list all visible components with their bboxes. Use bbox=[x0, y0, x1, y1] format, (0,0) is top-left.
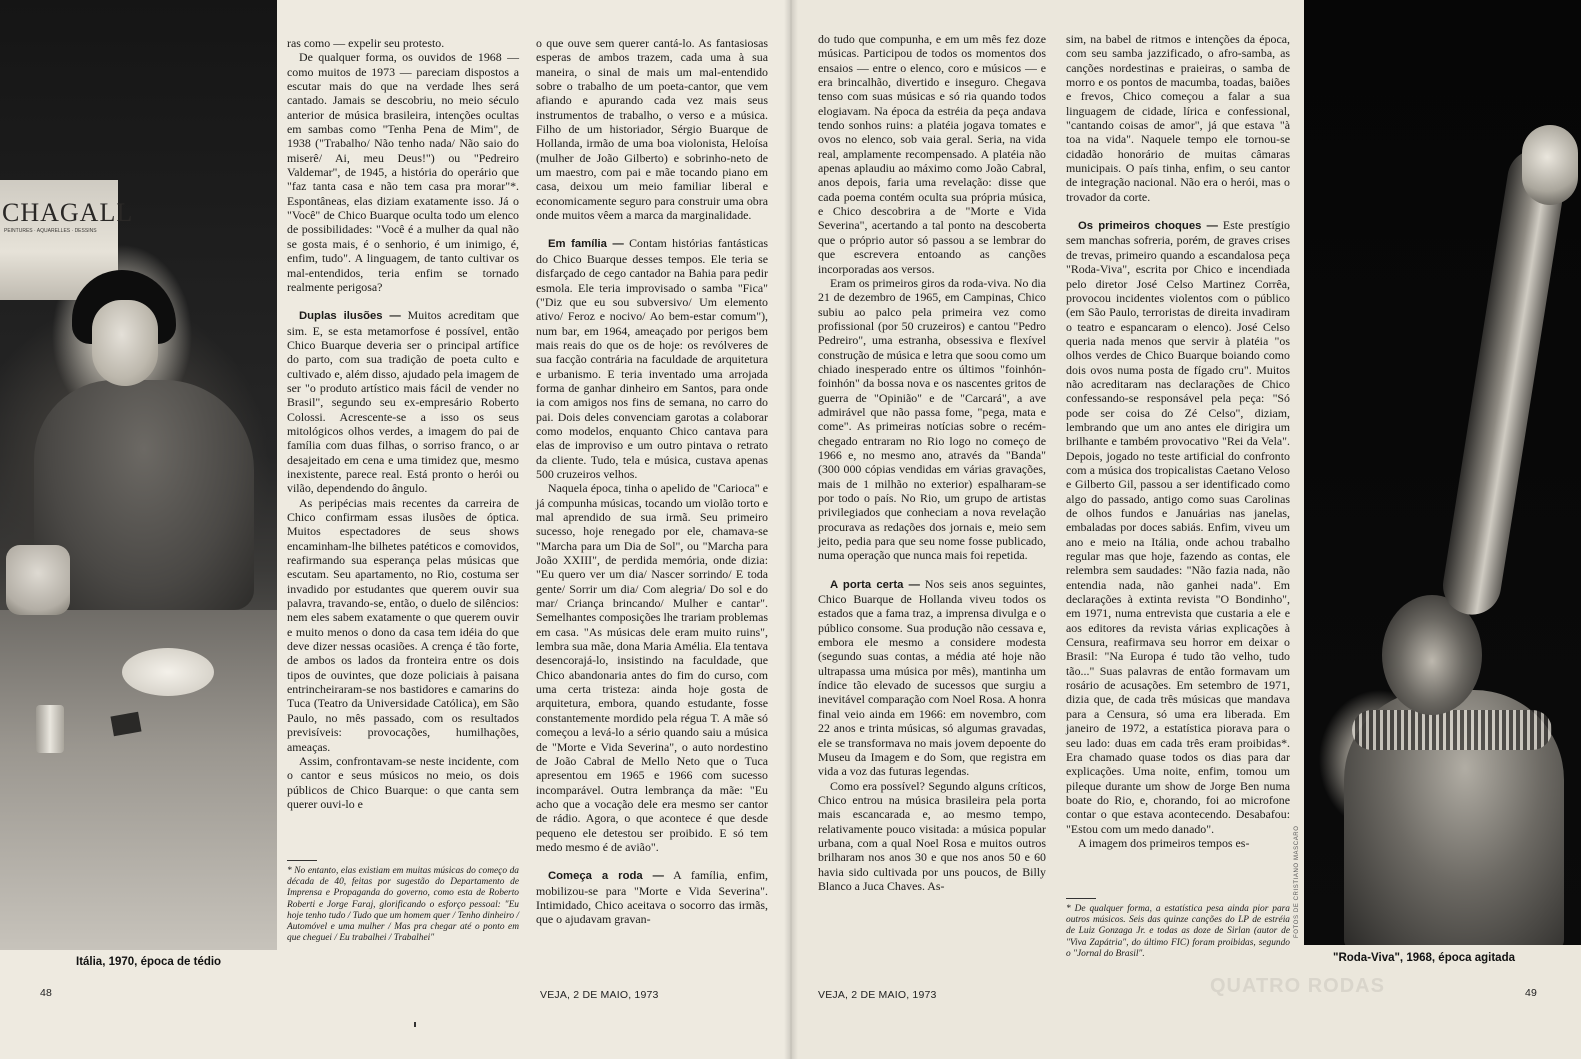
paragraph: Eram os primeiros giros da roda-viva. No dia 21 de dezembro de 1965, em Campinas, Chico subiu ao palco pela primeira vez como profissional (por 50 cruzeiros) e cantou "Pedro Pedreiro", uma estranha, obsessiva e flexível construção de música e letra que soou como um chiado inesperado entre os últimos "foinhón-foinhón" da bossa nova e os nascentes gritos de guerra de "Opinião" e de "Carcará", a ave admirável que não passa fome, "pega, mata e come". As primeiras notícias sobre o recém-chegado entraram no Rio logo no começo de 1966 e, no mesmo ano, através da "Banda" (300 000 cópias vendidas em várias gravações, mais de 1 milhão no exterior) espalharam-se por todo o país. No Rio, um grupo de artistas privilegiados que conheciam a nova revelação procurava as redações dos jornais e, meio sem jeito, pedia para que seu nome fosse publicado, numa operação que nunca mais foi repetida. bbox=[818, 275, 1046, 563]
photo-credit-text: FOTOS DE CRISTIANO MASCARO bbox=[1294, 825, 1300, 938]
paragraph bbox=[536, 868, 768, 926]
folio-left: VEJA, 2 DE MAIO, 1973 bbox=[540, 989, 659, 1001]
paragraph bbox=[287, 308, 519, 495]
text-column-4 bbox=[1066, 32, 1290, 850]
page-number-right: 49 bbox=[1525, 987, 1538, 999]
photo-performer-fist bbox=[1522, 125, 1578, 205]
photo-performer-fringe bbox=[1352, 710, 1552, 750]
photo-performer-arm bbox=[1439, 145, 1570, 618]
section-heading: Em família — bbox=[548, 238, 624, 251]
paragraph: Como era possível? Segundo alguns críticos, Chico entrou na música brasileira pela porta mais escancarada e, ao mesmo tempo, relativamente pouco visitada: a música popular urbana, com a qual Noel Rosa e muitos outros brilharam nos anos 30 e que nos anos 50 e 60 havia sido cultivada por uns poucos, de Billy Blanco a Juca Chaves. As- bbox=[818, 778, 1046, 893]
plate-icon bbox=[122, 648, 214, 696]
page-gutter bbox=[784, 0, 798, 1059]
footnote-right: * De qualquer forma, a estatística pesa ainda pior para outros músicos. Seis das quinze canções do LP de estréia de Luiz Gonzaga Jr. e todas as doze de Sirlan (autor de "Viva Zapátria", do último FIC) foram proibidas, segundo o "Jornal do Brasil". bbox=[1066, 904, 1290, 959]
paragraph: Assim, confrontavam-se neste incidente, com o cantor e seus músicos no meio, os dois públicos de Chico Buarque: o que canta sem querer ouvi-lo e bbox=[287, 753, 519, 811]
paragraph: ras como — expelir seu protesto. bbox=[287, 36, 445, 50]
text-column-1 bbox=[287, 36, 519, 811]
paragraph: Naquela época, tinha o apelido de "Carioca" e já compunha músicas, tocando um violão torto e mal aprendido de sua irmã. Seu primeiro sucesso, hoje renegado por ele, chamava-se "Marcha para um Dia de Sol", ou "Marcha para João XXIII", de perdida memória, onde dizia: "Eu quero ver um dia/ Nascer sorrindo/ E toda gente/ Sorrir um dia/ Com alegria/ Do sol e do mar/ Criança brincando/ Mulher e cantar". Semelhantes composições lhe trariam problemas em casa. "As músicas dele eram muito ruins", lembra sua mãe, dona Maria Amélia. Ela tentava desencorajá-lo, insistindo na faculdade, que Chico abandonaria antes do fim do curso, com uma certa tristeza: ainda hoje gosta de arquitetura, embora, quando estudante, fosse constantemente mordido pela régua T. A mãe só começou a levá-lo a sério quando saiu a música de "Morte e Vida Severina", o auto nordestino de João Cabral de Mello Neto que o Tuca apresentou em 1965 e 1966 com sucesso incomparável. Outra lembrança da mãe: "Eu acho que a vocação dele era mesmo ser cantor de rádio. Agora, o que acontece é que desde pequeno ele detestou ser proibido. E só tem medo mesmo é de avião". bbox=[536, 481, 768, 854]
poster-title: CHAGALL bbox=[2, 198, 134, 227]
paragraph: A imagem dos primeiros tempos es- bbox=[1078, 835, 1250, 850]
telephone-icon bbox=[6, 545, 70, 615]
paragraph: De qualquer forma, os ouvidos de 1968 — como muitos de 1973 — pareciam dispostos a escutar mais do que na verdade lhes será cantado. Jamais se descobriu, no meio século anterior de música brasileira, intenções ocultas em sambas como "Tenha Pena de Mim", de 1938 ("Trabalho/ Não tenho nada/ Não saio do miserê/ Ai, meu Deus!") ou "Pedreiro Valdemar", de 1945, a história do operário que "faz tanta casa e não tem casa pra morar"*. Espontâneas, elas diziam exatamente isso. Já o "Você" de Chico Buarque oculta todo um elenco de possibilidades: "Você é a mulher da qual não se gosta mais, é o senhorio, é um inimigo, é, enfim, tudo". A linguagem, de tanto cultivar os mal-entendidos, teria enfim se tornado realmente perigosa? bbox=[287, 50, 519, 294]
page-number-left: 48 bbox=[40, 987, 53, 999]
footnote-rule bbox=[287, 860, 317, 861]
left-photo-caption: Itália, 1970, época de tédio bbox=[76, 956, 222, 968]
section-heading: Duplas ilusões — bbox=[299, 310, 401, 323]
paragraph bbox=[818, 577, 1046, 779]
photo-roda-viva bbox=[1304, 0, 1581, 945]
poster-subtitle: PEINTURES · AQUARELLES · DESSINS bbox=[4, 228, 97, 234]
print-mark bbox=[414, 1022, 416, 1027]
paragraph: sim, na babel de ritmos e intenções da época, com seu samba jazzificado, o afro-samba, as canções nordestinas e praieiras, o samba de morro e os pontos de macumba, toadas, baiões e frevos, Chico começou a falar a sua linguagem de cidade, lírica e confessional, "cantando coisas de amor", já que estava "à toa na vida". Naquele tempo ele tornou-se cidadão honorário de muitas câmaras municipais. O país tinha, enfim, o seu cantor de integração nacional. Não era o herói, mas o trovador da corte. bbox=[1066, 32, 1290, 204]
photo-figure-face bbox=[92, 300, 158, 386]
paragraph-body: Contam histórias fantásticas do Chico Buarque desses tempos. Ele teria se disfarçado de cego cantador na Bahia para pedir esmola. Ele teria improvisado o samba "Fica" ("Diz que eu sou subversivo/ Um elemento ativo/ Feroz e nocivo/ Ao bem-estar comum"), num bar, em 1964, ameaçado por perigos bem mais reais do que os de hoje: os revólveres de sua facção contrária na faculdade de arquitetura e urbanismo. E teria inventado uma arrojada forma de ganhar dinheiro em Santos, para onde ia com amigos nos fins de semana, no carro do pai. Dois deles convenciam garotas a colaborar como modelos, enquanto Chico cantava para elas de improviso e um outro pintava o retrato da cliente. Tudo, tela e música, custava apenas 500 cruzeiros velhos. bbox=[536, 236, 768, 481]
show-through-text: QUATRO RODAS bbox=[1210, 975, 1385, 997]
paragraph bbox=[1066, 218, 1290, 836]
paragraph-body: Este prestígio sem manchas sofreria, porém, de graves crises de trevas, primeiro quando a escandalosa peça "Roda-Viva", escrita por Chico e incendiada pelo diretor José Celso Martinez Corrêa, provocou incidentes violentos com o público (em São Paulo, terroristas de direita invadiram o teatro e espancaram o elenco). José Celso queria nada menos que servir à platéia "os olhos verdes de Chico Buarque boiando como dois ovos numa posta de fígado cru". Muitos não acreditaram nas declarações de Chico confessando-se responsável pela peça: "Só pode ser coisa do Zé Celso", diziam, lembrando que um ano antes ele dirigira um brilhante e também provocativo "Rei da Vela". Depois, jogado no teste artificial do confronto com a música dos tropicalistas Caetano Veloso e Gilberto Gil, passou a ser identificado como algo do passado, antigo como suas Carolinas de olhos fundos e Januárias nas janelas, embaladas por doces sabiás. Enfim, viveu um ano e meio na Itália, onde achou trabalho regular mas que hoje, fazendo as contas, ele relembra sem saudades: "Não fazia nada, não entendia nada, não ganhei nada". Em declarações à extinta revista "O Bondinho", em 1971, numa entrevista que custaria a ele e aos editores da revista várias explicações à Censura, reafirmava seu horror em deixar o Brasil: "Na Europa é tudo tão velho, tudo tão..." Suas palavras de então formavam um rosário de acusações. Em setembro de 1971, dizia que, de cada três músicas que mandava para a Censura, só uma era liberada. Em janeiro de 1972, a estatística piorava para o seu lado: duas em cada três eram proibidas*. Era chamado quase todos os dias para dar explicações. Uma noite, enfim, tomou um pileque durante um show de Jorge Ben numa boate do Rio, e, chorando, foi ao microfone contar o que estava acontecendo. Desabafou: "Estou com um medo danado". bbox=[1066, 218, 1291, 836]
paragraph: o que ouve sem querer cantá-lo. As fantasiosas esperas de ambos trazem, cada uma à sua maneira, o sinal de mais um mal-entendido sobre o trabalho de um poeta-cantor, que vem afiando e apurando cada vez mais seus instrumentos de trabalho, o verso e a música. Filho de um historiador, Sérgio Buarque de Hollanda, irmão de uma boa violonista, Heloísa (mulher de João Gilberto) e sobrinho-neto de um maestro, com pai e mãe tocando piano em casa, deixou um meio familiar liberal e economicamente seguro para construir uma obra onde muitos vêem a marca da marginalidade. bbox=[536, 36, 768, 223]
footnote-left: * No entanto, elas existiam em muitas músicas do começo da década de 40, feitas por sugestão do Departamento de Imprensa e Propaganda do governo, como esta de Roberto Roberti e Jorge Faraj, glorificando o esforço pessoal: "Eu hoje tenho tudo / Tudo que um homem quer / Tenho dinheiro / Automóvel e uma mulher / Mas pra chegar até o ponto em que cheguei / Eu trabalhei / Trabalhei" bbox=[287, 866, 519, 944]
paragraph: As peripécias mais recentes da carreira de Chico confirmam essas ilusões de óptica. Muitos espectadores de seus shows encaminham-lhe bilhetes patéticos e comovidos, reafirmando sua esperança pelas músicas que escutam. Seu apartamento, no Rio, costuma ser invadido por estudantes que querem ouvir sua palavra, travando-se, então, o duelo de silêncios: nem eles sabem exatamente o que querem ouvir e muito menos o dono da casa tem idéia do que deve dizer nessas ocasiões. A crença é tão forte, de ambos os lados da fronteira entre os dois tipos de ouvintes, que doze policiais à paisana entrincheiraram-se nos bastidores e camarins do Tuca (Teatro da Universidade Católica), em São Paulo, no mês passado, com os resultados previsíveis: provocações, humilhações, ameaças. bbox=[287, 495, 519, 754]
paragraph bbox=[536, 236, 768, 481]
right-photo-caption: "Roda-Viva", 1968, época agitada bbox=[1333, 952, 1515, 964]
paragraph-body: Muitos acreditam que sim. E, se esta metamorfose é possível, então Chico Buarque deveria ser o principal artífice do parto, com sua tradição de poeta culto e cultivado e, além disso, ajudado pela imagem de ser "o produto artístico mais fácil de vender no Brasil", segundo seu ex-empresário Roberto Colossi. Acrescente-se a isso os seus mitológicos olhos verdes, a imagem do pai de família com duas filhas, o sorriso franco, o ar desajeitado em cena e uma timidez que, mesmo inexistente, parece real. Está pronto o herói ou vilão, dependendo do ângulo. bbox=[287, 308, 520, 496]
folio-right: VEJA, 2 DE MAIO, 1973 bbox=[818, 989, 937, 1001]
photo-credit bbox=[1290, 810, 1300, 940]
photo-chico-italy bbox=[0, 0, 277, 950]
footnote-rule bbox=[1066, 898, 1096, 899]
paragraph-body: Nos seis anos seguintes, Chico Buarque de Hollanda viveu todos os estados que a fama traz, a imprensa divulga e o público consome. Sua produção não cessava e, embora ele mesmo a considere modesta (segundo suas contas, a média até hoje não ultrapassa uma música por mês), mantinha um índice tão elevado de sucessos que surgiu a inevitável comparação com Noel Rosa. A honra final veio ainda em 1966: em novembro, com 22 anos e trinta músicas, só algumas gravadas, ele se transformava no mais jovem depoente do Museu da Imagem e do Som, que registra em vida a voz das futuras legendas. bbox=[818, 576, 1046, 779]
glass-icon bbox=[36, 705, 64, 753]
text-column-2 bbox=[536, 36, 768, 927]
text-column-3 bbox=[818, 32, 1046, 893]
section-heading: Começa a roda — bbox=[548, 870, 664, 883]
section-heading: Os primeiros choques — bbox=[1078, 220, 1218, 233]
paragraph: do tudo que compunha, e em um mês fez doze músicas. Participou de todos os momentos dos ensaios — entre o elenco, coro e músicos — e era brincalhão, divertido e inseguro. Chegava tenso com suas músicas e só ria quando todos elogiavam. Na época da estréia da peça andava tendo sonhos ruins: a platéia jogava tomates e ovos no elenco, sob vaia geral. Seria, na vida real, amplamente recompensado. A platéia não apenas aplaudiu ao máximo como João Cabral, anos depois, faria uma revelação: disse que cada poema contém oculta sua própria música, e Chico descobrira a de "Morte e Vida Severina", acertando a tal ponto na descoberta que o próprio autor só passou a se lembrar do que escrevera entoando as canções incorporadas aos versos. bbox=[818, 32, 1046, 276]
paragraph-body: A família, enfim, mobilizou-se para "Morte e Vida Severina". Intimidado, Chico aceitava o socorro das irmãs, que o ajudavam gravan- bbox=[536, 868, 768, 927]
section-heading: A porta certa — bbox=[830, 578, 920, 591]
